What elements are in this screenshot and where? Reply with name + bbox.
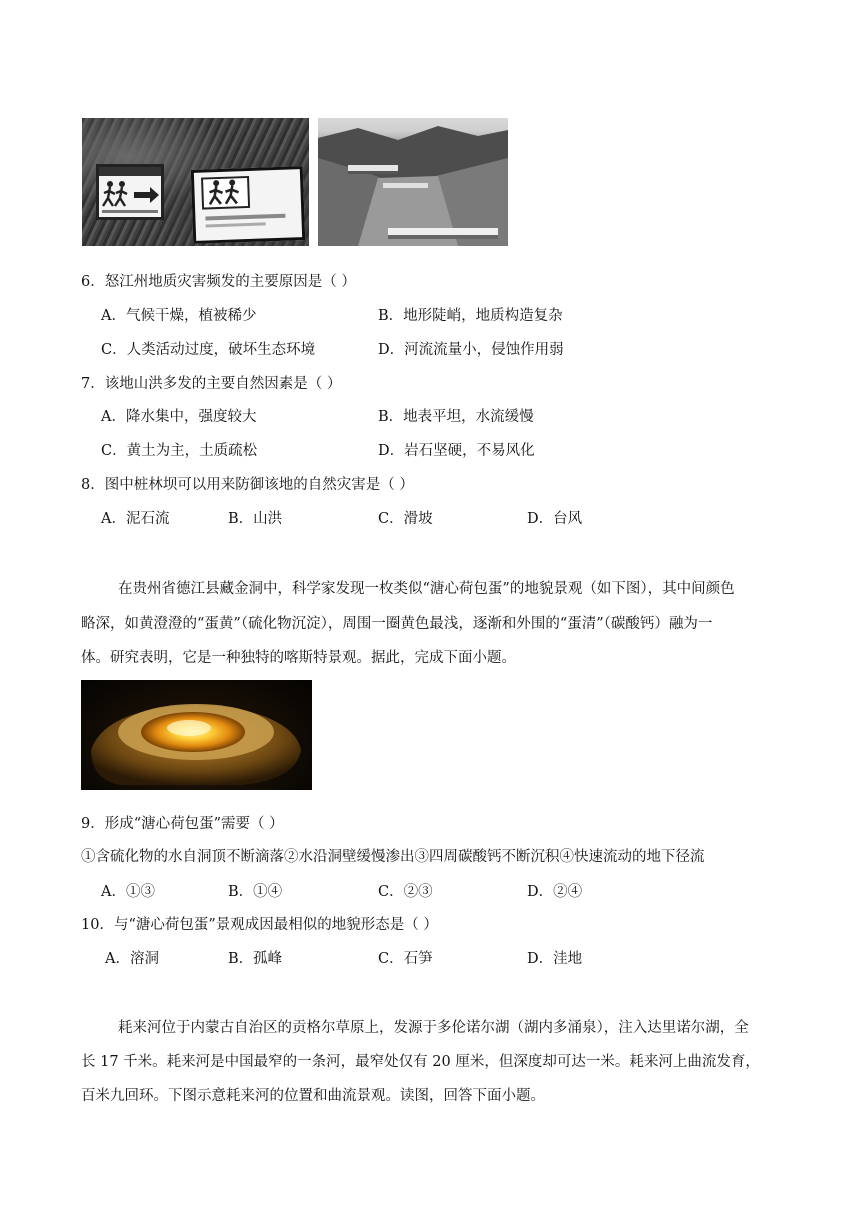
q7-option-a[interactable]: A．降水集中，强度较大	[101, 409, 257, 425]
passage-1-line-1: 在贵州省德江县藏金洞中，科学家发现一枚类似“溏心荷包蛋”的地貌景观（如下图），其中间颜色	[118, 581, 735, 597]
q7-option-b[interactable]: B．地表平坦，水流缓慢	[378, 409, 534, 425]
q8-option-d[interactable]: D．台风	[527, 511, 583, 527]
q6-option-d[interactable]: D．河流流量小，侵蚀作用弱	[378, 342, 564, 358]
q6-option-a[interactable]: A．气候干燥，植被稀少	[101, 308, 257, 324]
evacuation-signs-photo	[82, 118, 309, 246]
pile-forest-dam-photo	[318, 118, 508, 246]
passage-1-line-3: 体。研究表明，它是一种独特的喀斯特景观。据此，完成下面小题。	[81, 650, 516, 666]
q8-option-c[interactable]: C．滑坡	[378, 511, 433, 527]
evacuation-route-sign	[191, 166, 306, 244]
q10-option-a[interactable]: A．溶洞	[105, 951, 159, 967]
q7-option-c[interactable]: C．黄土为主，土质疏松	[101, 443, 258, 459]
q9-option-a[interactable]: A．①③	[101, 884, 155, 900]
evacuation-sign-small	[96, 164, 164, 220]
passage-1-line-2: 略深，如黄澄澄的“蛋黄”（硫化物沉淀），周围一圈黄色最浅，逐渐和外围的“蛋清”（碳酸钙）融为一	[81, 616, 713, 632]
q7-option-d[interactable]: D．岩石坚硬，不易风化	[378, 443, 535, 459]
q9-option-c[interactable]: C．②③	[378, 884, 433, 900]
q8-option-b[interactable]: B．山洪	[228, 511, 283, 527]
question-7-stem: 7．该地山洪多发的主要自然因素是（ ）	[81, 376, 342, 392]
q10-option-b[interactable]: B．孤峰	[228, 951, 283, 967]
q10-option-d[interactable]: D．洼地	[527, 951, 583, 967]
poached-egg-cave-photo	[81, 680, 312, 790]
q6-option-c[interactable]: C．人类活动过度，破坏生态环境	[101, 342, 316, 358]
question-9-conditions: ①含硫化物的水自洞顶不断滴落②水沿洞壁缓慢渗出③四周碳酸钙不断沉积④快速流动的地下径流	[81, 849, 705, 865]
question-8-stem: 8．图中桩林坝可以用来防御该地的自然灾害是（ ）	[81, 477, 414, 493]
q6-option-b[interactable]: B．地形陡峭，地质构造复杂	[378, 308, 563, 324]
q8-option-a[interactable]: A．泥石流	[101, 511, 170, 527]
passage-2-line-2: 长 17 千米。耗来河是中国最窄的一条河，最窄处仅有 20 厘米，但深度却可达一米。耗来河上曲流发育，	[81, 1054, 760, 1070]
passage-2-line-1: 耗来河位于内蒙古自治区的贡格尔草原上，发源于多伦诺尔湖（湖内多涌泉），注入达里诺尔湖，全	[118, 1020, 749, 1036]
running-people-icon	[194, 169, 302, 241]
egg-formation-illustration	[81, 680, 312, 790]
q9-option-b[interactable]: B．①④	[228, 884, 283, 900]
question-10-stem: 10．与“溏心荷包蛋”景观成因最相似的地貌形态是（ ）	[81, 917, 438, 933]
q10-option-c[interactable]: C．石笋	[378, 951, 433, 967]
q9-option-d[interactable]: D．②④	[527, 884, 583, 900]
valley-dam-illustration	[318, 118, 508, 246]
question-6-stem: 6．怒江州地质灾害频发的主要原因是（ ）	[81, 274, 356, 290]
running-person-arrow-icon	[100, 178, 162, 218]
question-9-stem: 9．形成“溏心荷包蛋”需要（ ）	[81, 816, 284, 832]
passage-2-line-3: 百米九回环。下图示意耗来河的位置和曲流景观。读图，回答下面小题。	[81, 1088, 545, 1104]
